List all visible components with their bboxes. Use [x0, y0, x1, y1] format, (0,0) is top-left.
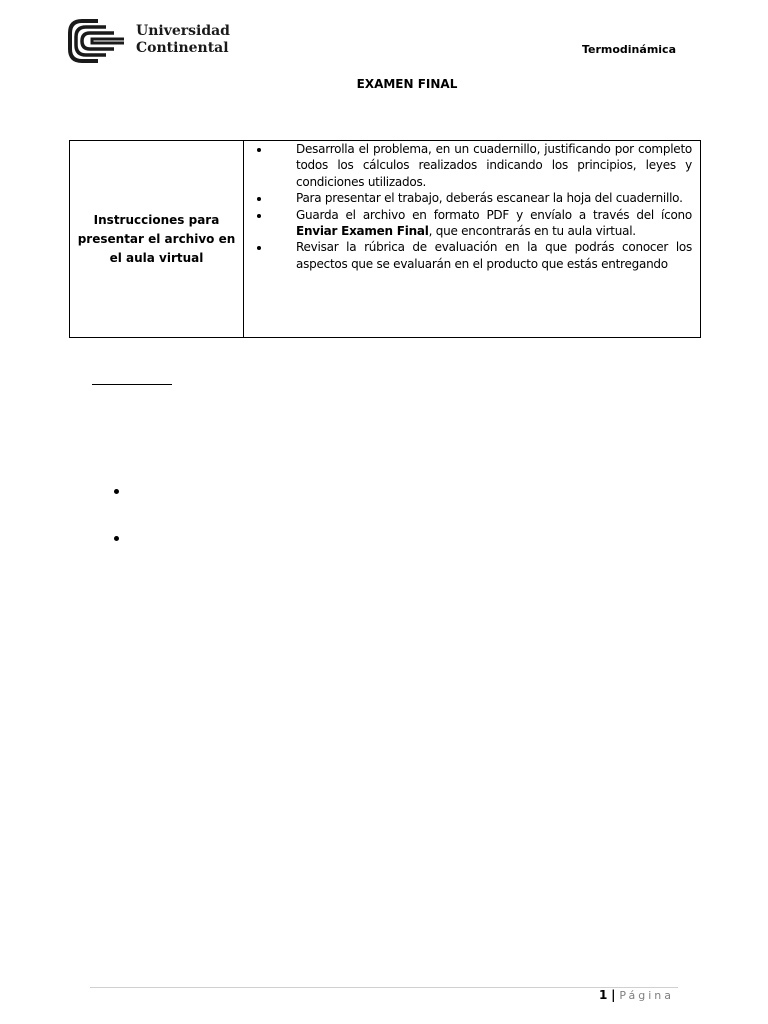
empty-bullet-2 [114, 536, 119, 541]
instructions-table [69, 140, 701, 338]
logo-line-1: Universidad [136, 23, 230, 39]
instruction-item-2: • Para presentar el trabajo, deberás escanear la hoja del cuadernillo. [271, 190, 692, 206]
section-underline [92, 384, 172, 385]
instructions-label: Instrucciones para presentar el archivo en el aula virtual [77, 212, 236, 265]
logo-wordmark [136, 23, 236, 57]
instruction-item-3 [271, 207, 692, 240]
course-name: Termodinámica [581, 43, 676, 56]
page-label: Página [619, 989, 674, 1002]
empty-bullet-1 [114, 489, 119, 494]
instruction-item-3-text-before: Guarda el archivo en formato PDF y envíalo a través del ícono [296, 207, 692, 222]
logo-line-2: Continental [136, 40, 229, 56]
page-number: 1 [598, 988, 608, 1002]
instruction-item-1: • Desarrolla el problema, en un cuadernillo, justificando por completo todos los cálculos realizados indicando los principios, leyes y condiciones utilizados. [271, 141, 692, 190]
instructions-list [244, 141, 700, 272]
instruction-item-3-text-after: , que encontrarás en tu aula virtual. [428, 224, 636, 239]
university-logo-icon [68, 19, 128, 63]
exam-title: EXAMEN FINAL [356, 77, 458, 91]
footer-separator: | [611, 988, 616, 1002]
instruction-item-4: • Revisar la rúbrica de evaluación en la que podrás conocer los aspectos que se evaluarán en el producto que estás entregando [271, 239, 692, 272]
instructions-list-cell [244, 141, 701, 338]
submit-exam-link-text: Enviar Examen Final [296, 224, 429, 239]
page-footer [500, 988, 674, 1002]
university-logo [68, 19, 228, 63]
instructions-label-cell [70, 141, 244, 338]
